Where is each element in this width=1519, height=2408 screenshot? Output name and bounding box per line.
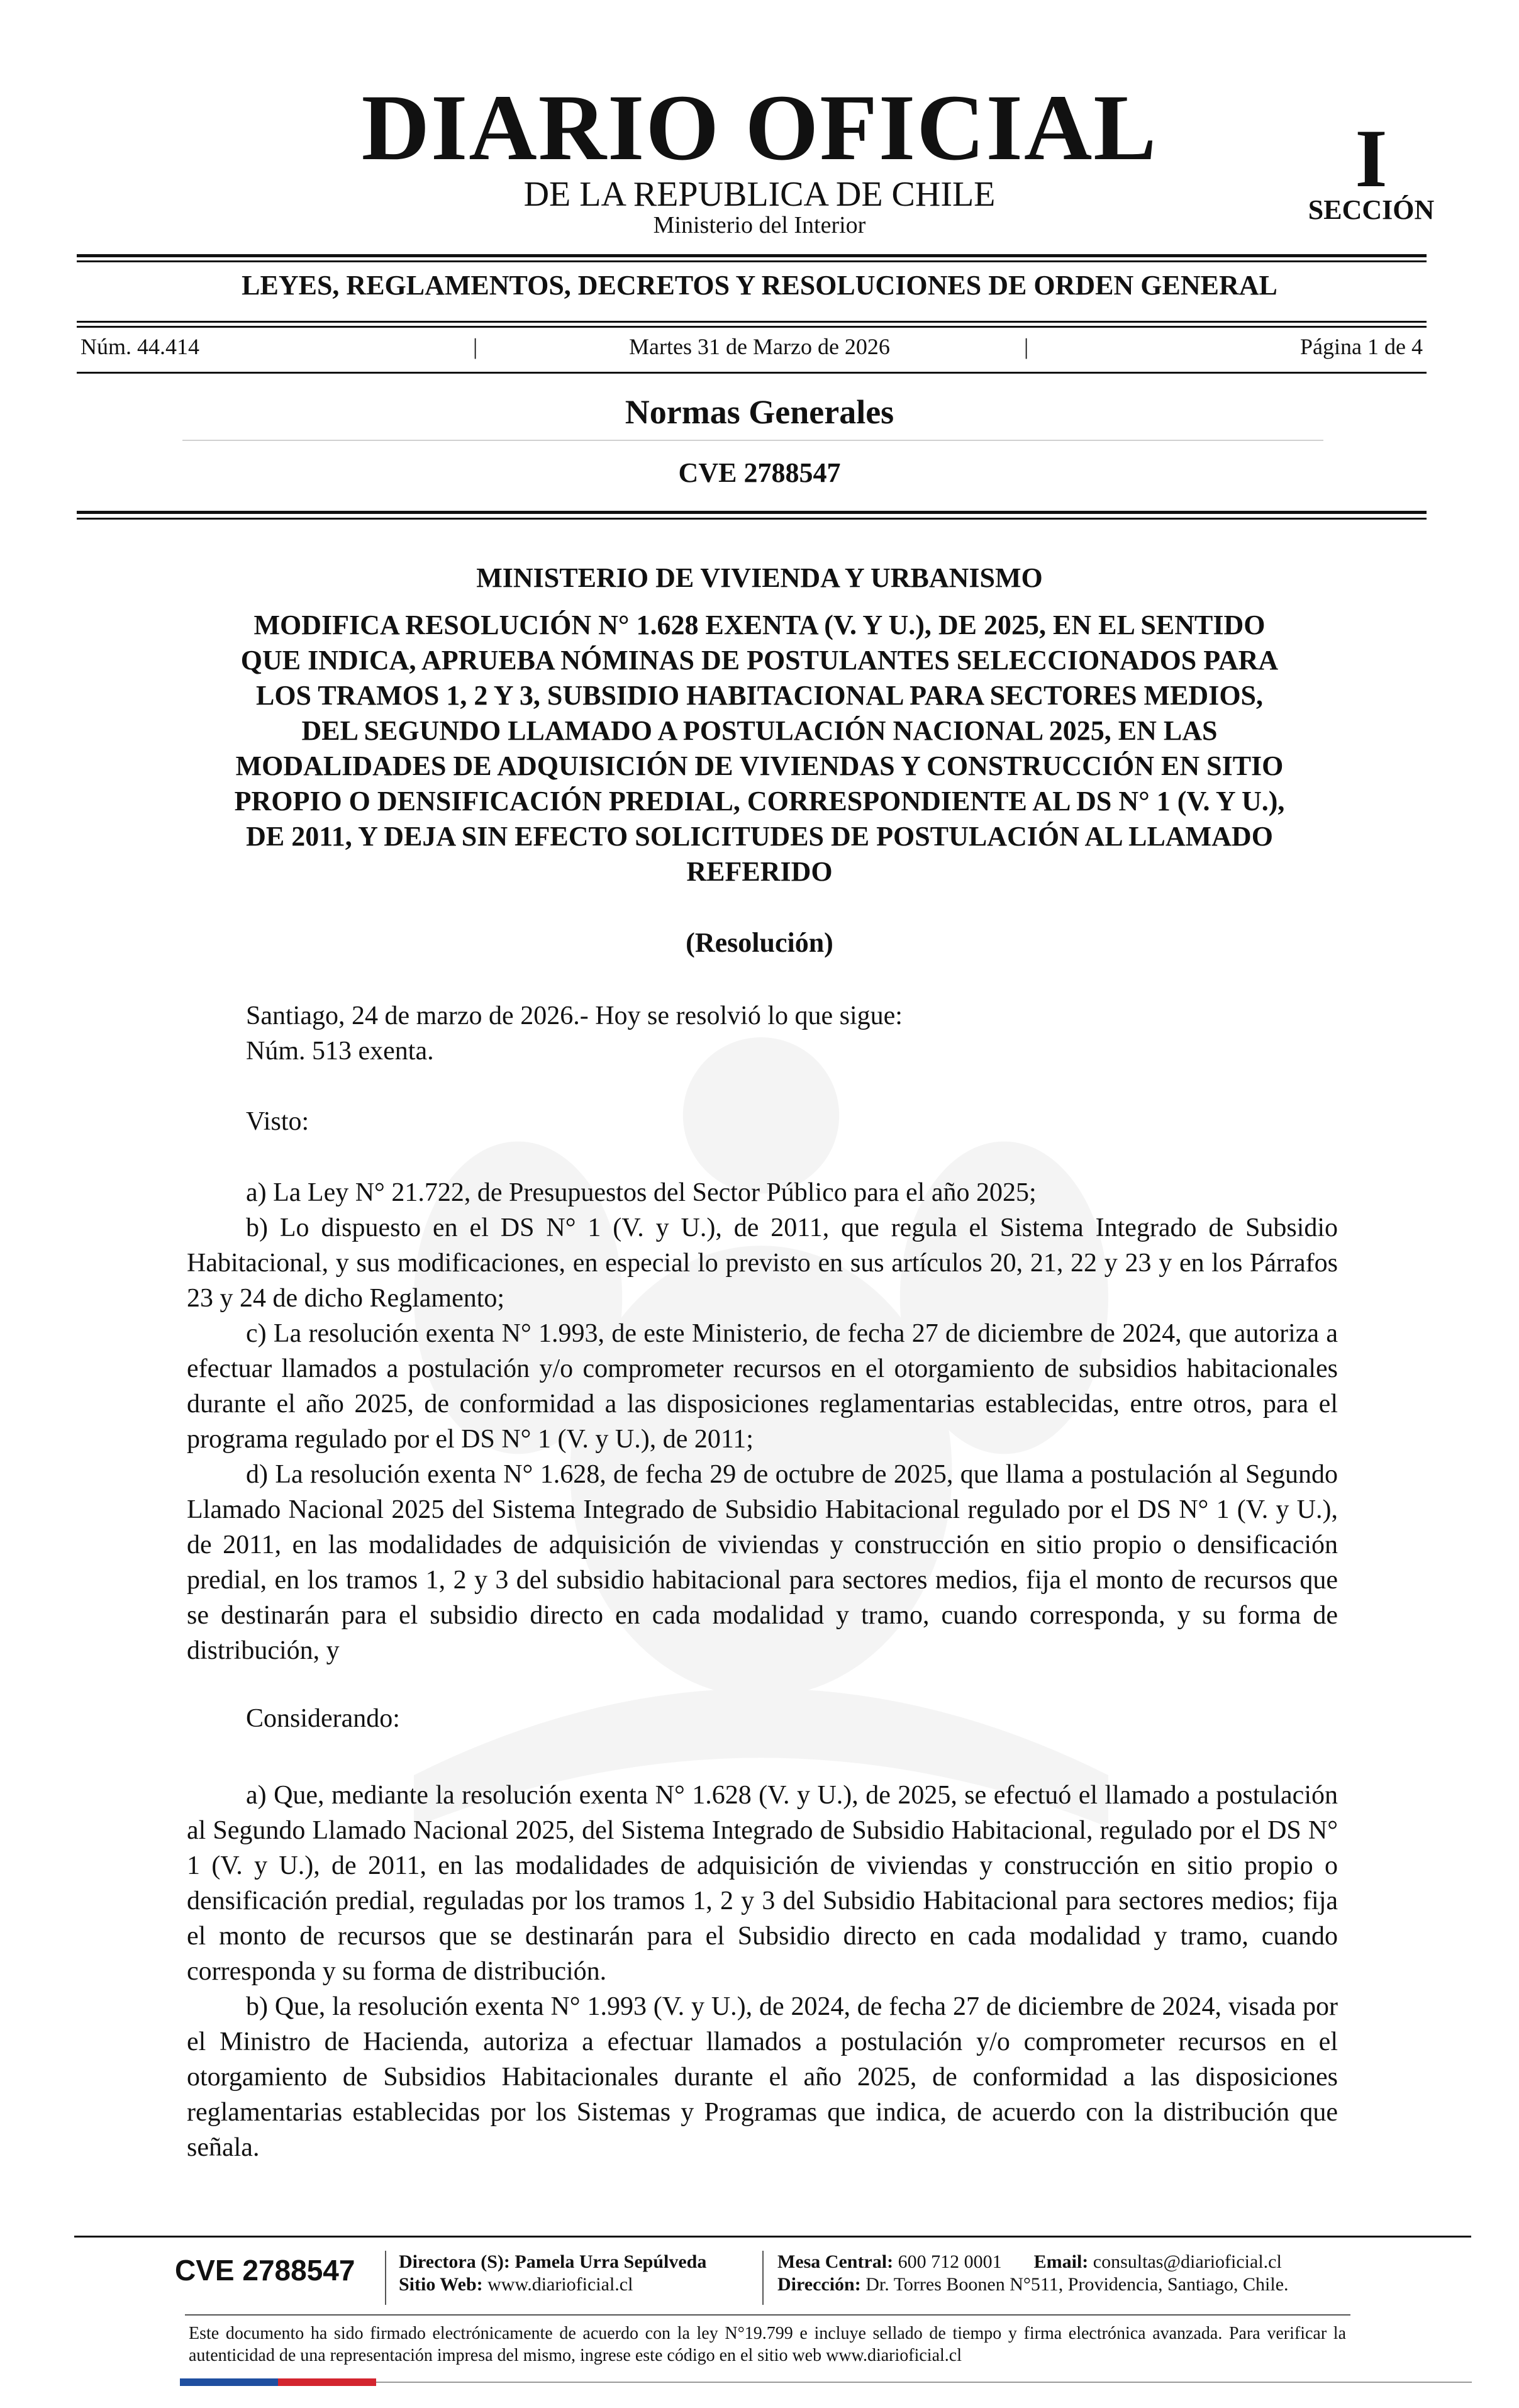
footer-separator [385,2251,386,2305]
phone-value: 600 712 0001 [898,2251,1002,2272]
considerando-list [187,1778,1338,2165]
title-line: DE 2011, Y DEJA SIN EFECTO SOLICITUDES DE POSTULACIÓN AL LLAMADO [246,821,1273,852]
info-separator-1: | [473,334,478,359]
considerando-heading [187,1701,1338,1736]
phone-label: Mesa Central: [777,2251,894,2272]
masthead-rule-bottom [77,260,1427,262]
visto-list [187,1175,1338,1668]
email-label: Email: [1033,2251,1089,2272]
masthead-subtitle: DE LA REPUBLICA DE CHILE [523,175,996,214]
director-label: Directora (S): [399,2251,510,2272]
visto-item: d) La resolución exenta N° 1.628, de fecha 29 de octubre de 2025, que llama a postulación al Segundo Llamado Nacional 2025 del Sistema Integrado de Subsidio Habitacional regulado por el DS N° 1 (V. y U.), de 2011, en las modalidades de adquisición de viviendas y construcción en sitio propio o densificación predial, en los tramos 1, 2 y 3 del subsidio habitacional para sectores medios, fija el monto de recursos que se destinarán para el subsidio directo en cada modalidad y tramo, cuando corresponda, y su forma de distribución, y [187,1460,1338,1665]
visto-heading [187,1104,1338,1139]
resolution-label: (Resolución) [686,927,833,958]
visto-item: c) La resolución exenta N° 1.993, de este Ministerio, de fecha 27 de diciembre de 2024, que autoriza a efectuar llamados a postulación y/o comprometer recursos en el otorgamiento de subsidios habitacionales durante el año 2025, de conformidad a las disposiciones reglamentarias establecidas, entre otros, para el programa regulado por el DS N° 1 (V. y U.), de 2011; [187,1319,1338,1454]
footer-cve: CVE 2788547 [175,2254,355,2287]
info-separator-2: | [1024,334,1029,359]
page-indicator: Página 1 de 4 [1300,334,1423,359]
email-link[interactable]: consultas@diarioficial.cl [1093,2251,1282,2272]
section-title-divider [182,440,1323,441]
considerando-item: a) Que, mediante la resolución exenta N° 1.628 (V. y U.), de 2025, se efectuó el llamado a postulación al Segundo Llamado Nacional 2025, del Sistema Integrado de Subsidio Habitacional, regulado por el DS N° 1 (V. y U.), de 2011, en las modalidades de adquisición de viviendas y construcción en sitio propio o densificación predial, reguladas por los tramos 1, 2 y 3 del Subsidio Habitacional para sectores medios; fija el monto de recursos que se destinarán para el Subsidio directo en cada modalidad y tramo, cuando corresponda y su forma de distribución. [187,1781,1338,1986]
masthead-rule-top [77,254,1427,257]
section-label: SECCIÓN [1308,194,1435,225]
address-label: Dirección: [777,2274,861,2295]
headline-rule-top [77,321,1427,323]
footer-rule [74,2236,1471,2238]
ministry-name: MINISTERIO DE VIVIENDA Y URBANISMO [476,562,1043,593]
title-line: LOS TRAMOS 1, 2 Y 3, SUBSIDIO HABITACIONAL PARA SECTORES MEDIOS, [255,680,1264,711]
title-line: REFERIDO [686,856,833,887]
flag-stripe-blue [180,2378,278,2386]
visto-item: b) Lo dispuesto en el DS N° 1 (V. y U.), de 2011, que regula el Sistema Integrado de Subsidio Habitacional, y sus modificaciones, en especial lo previsto en sus artículos 20, 21, 22 y 23 y en los Párrafos 23 y 24 de dicho Reglamento; [187,1213,1338,1313]
section-title: Normas Generales [625,393,894,431]
masthead-ministry: Ministerio del Interior [653,212,866,238]
flag-stripe-line [376,2382,1472,2383]
info-rule [77,372,1427,374]
considerando-label: Considerando: [246,1704,400,1733]
headline: LEYES, REGLAMENTOS, DECRETOS Y RESOLUCIONES DE ORDEN GENERAL [242,270,1277,301]
visto-item: a) La Ley N° 21.722, de Presupuestos del Sector Público para el año 2025; [246,1178,1037,1207]
resolution-title [189,608,1330,889]
issue-number: Núm. 44.414 [81,334,199,359]
place-date: Santiago, 24 de marzo de 2026.- Hoy se resolvió lo que sigue: [246,1001,903,1030]
title-line: QUE INDICA, APRUEBA NÓMINAS DE POSTULANTES SELECCIONADOS PARA [240,645,1279,676]
footer-contact [777,2251,1282,2273]
headline-rule-bottom [77,326,1427,328]
resolution-number: Núm. 513 exenta. [246,1037,434,1066]
address-value: Dr. Torres Boonen N°511, Providencia, Santiago, Chile. [865,2274,1289,2295]
considerando-item: b) Que, la resolución exenta N° 1.993 (V. y U.), de 2024, de fecha 27 de diciembre de 2024, visada por el Ministro de Hacienda, autoriza a efectuar llamados a postulación y/o comprometer recursos en el otorgamiento de Subsidios Habitacionales durante el año 2025, de conformidad a las disposiciones reglamentarias establecidas por los Sistemas y Programas que indica, de acuerdo con la distribución que señala. [187,1992,1338,2162]
director-name: Pamela Urra Sepúlveda [515,2251,707,2272]
footer-inner-rule [185,2314,1350,2316]
web-link[interactable]: www.diarioficial.cl [487,2274,633,2295]
web-label: Sitio Web: [399,2274,483,2295]
place-date-line [187,998,1338,1069]
footer-address [777,2273,1289,2296]
title-line: PROPIO O DENSIFICACIÓN PREDIAL, CORRESPONDIENTE AL DS N° 1 (V. Y U.), [234,786,1285,817]
cve-rule-bottom [77,518,1427,520]
title-line: MODALIDADES DE ADQUISICIÓN DE VIVIENDAS Y CONSTRUCCIÓN EN SITIO [235,750,1284,781]
footer-legal-note: Este documento ha sido firmado electrónicamente de acuerdo con la ley N°19.799 e incluye sellado de tiempo y firma electrónica avanzada. Para verificar la autenticidad de una representación impresa del mismo, ingrese este código en el sitio web www.diarioficial.cl [189,2324,1346,2365]
cve-rule-top [77,511,1427,514]
masthead-title: DIARIO OFICIAL [361,75,1158,180]
title-line: DEL SEGUNDO LLAMADO A POSTULACIÓN NACIONAL 2025, EN LAS [301,715,1218,746]
footer-website [399,2273,633,2296]
title-line: MODIFICA RESOLUCIÓN N° 1.628 EXENTA (V. Y U.), DE 2025, EN EL SENTIDO [253,610,1266,640]
flag-stripe-red [278,2378,376,2386]
issue-date: Martes 31 de Marzo de 2026 [629,334,890,359]
footer-director [399,2251,706,2273]
footer-separator [762,2251,764,2305]
section-number: I [1355,112,1388,204]
visto-label: Visto: [246,1107,309,1136]
cve-code: CVE 2788547 [678,457,841,488]
